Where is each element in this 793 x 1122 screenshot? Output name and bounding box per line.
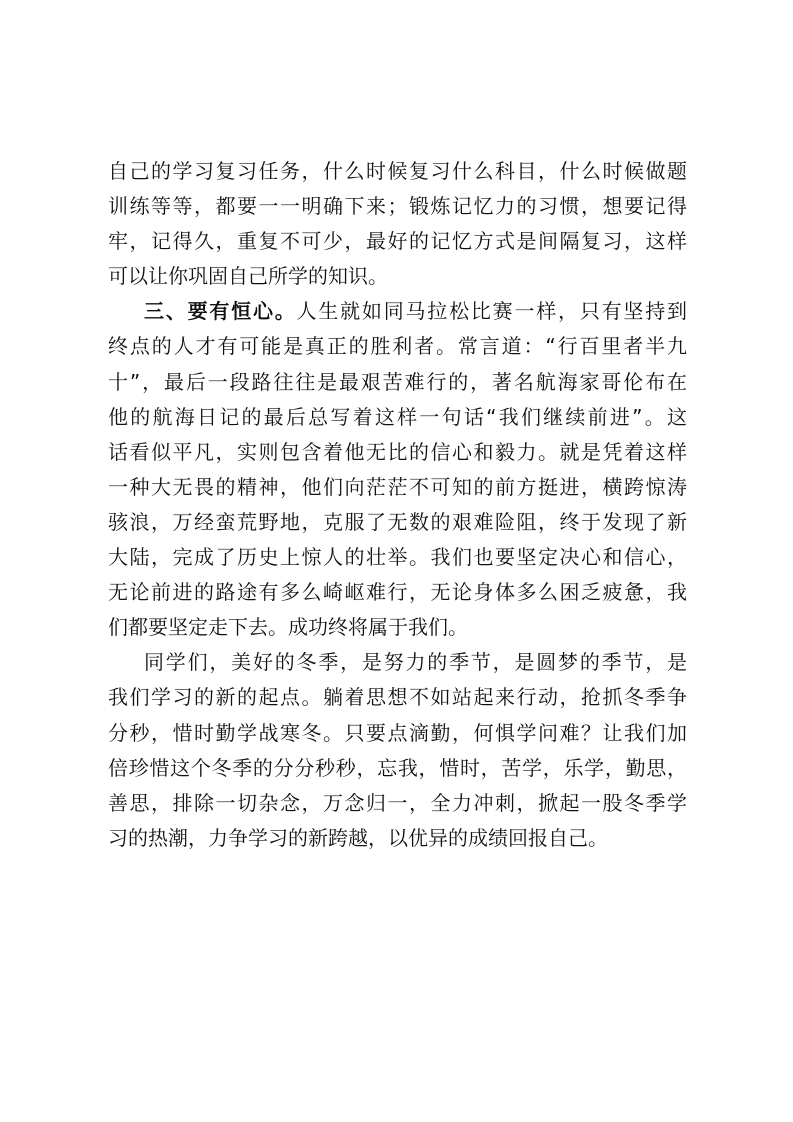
text-line: 自己的学习复习任务，什么时候复习什么科目，什么时候做题 — [108, 159, 687, 183]
text-line: 牢，记得久，重复不可少，最好的记忆方式是间隔复习，这样 — [108, 229, 687, 254]
text-line: 无论前进的路途有多么崎岖难行，无论身体多么困乏疲惫，我 — [108, 580, 687, 605]
text-line — [108, 294, 687, 329]
text-line: 他的航海日记的最后总写着这样一句话“我们继续前进”。这 — [108, 404, 687, 429]
text-line: 训练等等，都要一一明确下来；锻炼记忆力的习惯，想要记得 — [108, 194, 687, 219]
text-span: 人生就如同马拉松比赛一样，只有坚持到 — [296, 299, 688, 324]
text-line: 可以让你巩固自己所学的知识。 — [108, 264, 388, 289]
text-line: 习的热潮，力争学习的新跨越，以优异的成绩回报自己。 — [108, 825, 608, 850]
text-line: 分秒，惜时勤学战寒冬。只要点滴勤，何惧学问难？让我们加 — [108, 720, 687, 745]
text-line: 倍珍惜这个冬季的分分秒秒，忘我，惜时，苦学，乐学，勤思， — [108, 755, 687, 780]
text-line: 一种大无畏的精神，他们向茫茫不可知的前方挺进，横跨惊涛 — [108, 474, 687, 499]
document-page — [108, 154, 687, 856]
text-line: 十”，最后一段路往往是最艰苦难行的，著名航海家哥伦布在 — [108, 369, 687, 394]
text-line: 们都要坚定走下去。成功终将属于我们。 — [108, 615, 468, 640]
text-line: 大陆，完成了历史上惊人的壮举。我们也要坚定决心和信心， — [108, 545, 687, 570]
section-heading: 三、要有恒心。 — [144, 299, 297, 324]
text-line: 善思，排除一切杂念，万念归一，全力冲刺，掀起一股冬季学 — [108, 790, 687, 815]
paragraph-closing — [108, 645, 687, 856]
text-line: 终点的人才有可能是真正的胜利者。常言道：“行百里者半九 — [108, 334, 687, 359]
text-line: 同学们，美好的冬季，是努力的季节，是圆梦的季节，是 — [144, 650, 687, 675]
text-line: 我们学习的新的起点。躺着思想不如站起来行动，抢抓冬季争 — [108, 685, 687, 710]
paragraph-study-plan — [108, 154, 687, 294]
text-line: 话看似平凡，实则包含着他无比的信心和毅力。就是凭着这样 — [108, 439, 687, 464]
paragraph-perseverance — [108, 294, 687, 645]
text-line: 骇浪，万经蛮荒野地，克服了无数的艰难险阻，终于发现了新 — [108, 509, 687, 534]
